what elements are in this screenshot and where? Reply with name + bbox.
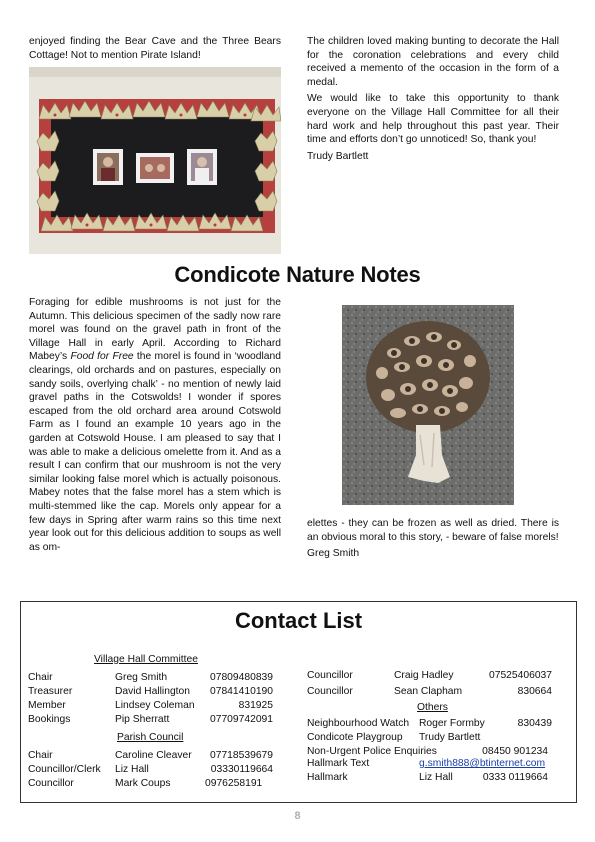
signature-trudy: Trudy Bartlett bbox=[307, 150, 369, 162]
contact-role: Bookings bbox=[28, 714, 71, 725]
contact-role: Councillor bbox=[307, 670, 353, 681]
contact-phone: 830664 bbox=[517, 686, 552, 697]
nature-notes-column-right bbox=[307, 517, 559, 561]
nature-notes-paragraph bbox=[29, 296, 281, 554]
contact-name: Liz Hall bbox=[419, 772, 453, 783]
contact-role: Chair bbox=[28, 672, 53, 683]
contact-name: Craig Hadley bbox=[394, 670, 454, 681]
contact-phone: 0333 0119664 bbox=[482, 772, 548, 783]
contact-role: Councillor bbox=[28, 778, 74, 789]
contact-name: Greg Smith bbox=[115, 672, 168, 683]
thanks-paragraph: We would like to take this opportunity to thank everyone on the Village Hall Committee for all their hard work and help throughout this past year. Their time and efforts don’t go unnoticed! So, thank you! bbox=[307, 93, 559, 146]
nature-text-part1: Foraging for edible mushrooms is not just for the Autumn. This delicious specimen of the sadly now rare morel was found on the gravel path in front of the Village Hall in early April. According to Richard Mabey’s bbox=[29, 297, 281, 363]
contact-name: Caroline Cleaver bbox=[115, 750, 192, 761]
bunting-column-right bbox=[307, 35, 559, 163]
village-hall-committee-heading: Village Hall Committee bbox=[94, 654, 198, 665]
contact-phone: 830439 bbox=[517, 718, 552, 729]
contact-role: Member bbox=[28, 700, 66, 711]
contact-name: Trudy Bartlett bbox=[419, 732, 481, 743]
contact-phone: 07809480839 bbox=[210, 672, 273, 683]
contact-phone: 08450 901234 bbox=[482, 746, 548, 757]
contact-name: Sean Clapham bbox=[394, 686, 463, 697]
page-number: 8 bbox=[294, 810, 301, 822]
contact-role: Hallmark bbox=[307, 772, 348, 783]
contact-name: Roger Formby bbox=[419, 718, 485, 729]
contact-phone: 07841410190 bbox=[210, 686, 273, 697]
crowns-display-image bbox=[29, 67, 281, 254]
nature-notes-continuation: elettes - they can be frozen as well as dried. There is an obvious moral to this story, - beware of false morels! bbox=[307, 518, 559, 543]
others-heading: Others bbox=[417, 702, 448, 713]
contact-phone: 07709742091 bbox=[210, 714, 273, 725]
contact-phone: 03330119664 bbox=[210, 764, 273, 775]
contact-role: Chair bbox=[28, 750, 53, 761]
contact-role: Councillor bbox=[307, 686, 353, 697]
contact-name: David Hallington bbox=[115, 686, 190, 697]
morel-mushroom-photo bbox=[342, 305, 514, 505]
contact-phone: 07718539679 bbox=[210, 750, 273, 761]
hallmark-email-link[interactable]: g.smith888@btinternet.com bbox=[419, 758, 546, 769]
contact-role: Condicote Playgroup bbox=[307, 732, 403, 743]
nature-text-part2: the morel is found in ‘woodland clearings, old orchards and on pastures, especially on sandy soils, overlying chalk’ - no mention of newly laid gravel paths in the Cotswolds! I wonder if spores escaped from the old orchard area around Cotswold Farm as I found an example 10 years ago in the garden at Cotswold House. I am pleased to say that I was able to make a delicious omelette from it. And as a result I can confirm that our mushroom is not the very similar looking false morel which is actually poisonous. Mabey notes that the false morel has a stem which is multi-stemmed like the cap. Morels only appear for a few days in Spring after warm rains so this time next year look out for this delicious addition to soups as well as om- bbox=[29, 351, 281, 553]
crowns-display-photo bbox=[29, 67, 281, 254]
contact-name: Pip Sherratt bbox=[115, 714, 170, 725]
contact-name: Mark Coups bbox=[115, 778, 171, 789]
contact-list-title: Contact List bbox=[234, 608, 363, 633]
intro-text: enjoyed finding the Bear Cave and the Three Bears Cottage! Not to mention Pirate Island! bbox=[29, 36, 281, 61]
nature-notes-title: Condicote Nature Notes bbox=[174, 262, 421, 287]
bunting-paragraph: The children loved making bunting to decorate the Hall for the coronation celebrations and every child received a memento of the occasion in the form of a medal. bbox=[307, 36, 559, 88]
contact-name: Liz Hall bbox=[115, 764, 149, 775]
contact-role: Treasurer bbox=[28, 686, 73, 697]
contact-role: Non-Urgent Police Enquiries bbox=[307, 746, 437, 757]
nature-notes-column-left bbox=[29, 296, 281, 554]
contact-role: Neighbourhood Watch bbox=[307, 718, 410, 729]
contact-name: Lindsey Coleman bbox=[115, 700, 195, 711]
contact-phone: 0976258191 bbox=[205, 778, 263, 789]
contact-phone: 831925 bbox=[238, 700, 273, 711]
contact-phone: 07525406037 bbox=[489, 670, 552, 681]
morel-mushroom-image bbox=[342, 305, 514, 505]
signature-greg: Greg Smith bbox=[307, 548, 360, 560]
contact-role: Hallmark Text bbox=[307, 758, 370, 769]
parish-council-heading: Parish Council bbox=[117, 732, 184, 743]
contact-list-box bbox=[20, 601, 577, 803]
contact-role: Councillor/Clerk bbox=[28, 764, 101, 775]
intro-column-left bbox=[29, 35, 281, 62]
book-title: Food for Free bbox=[70, 351, 134, 363]
